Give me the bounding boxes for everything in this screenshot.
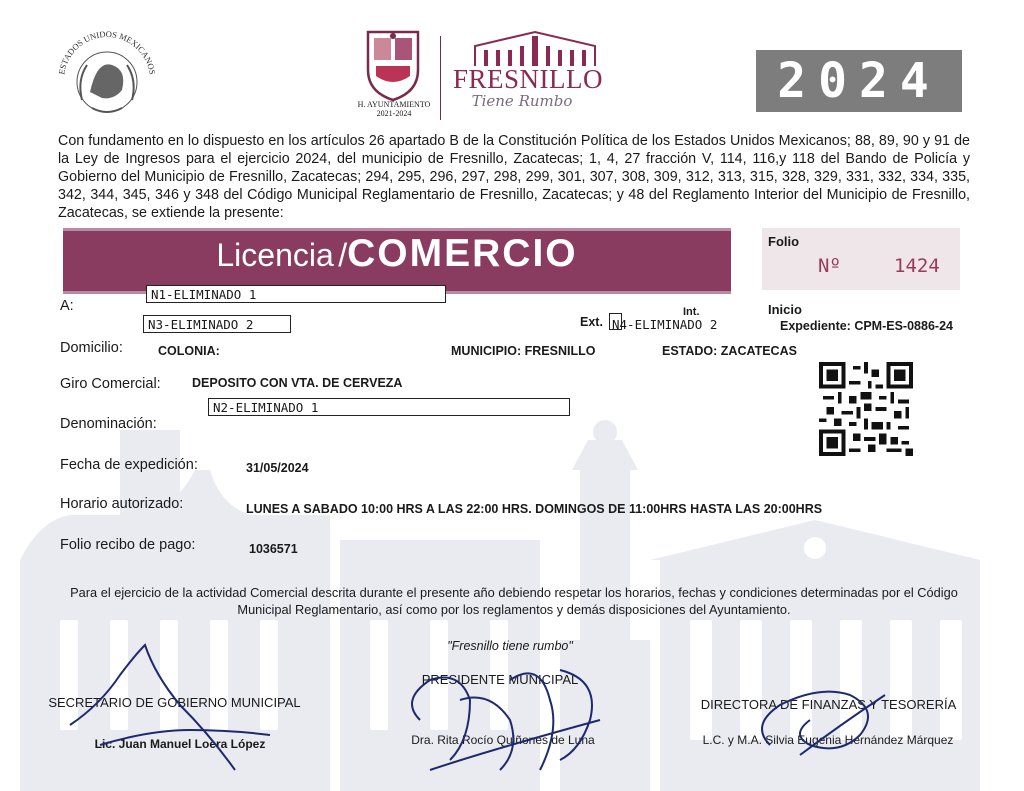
banner-comercio: COMERCIO [347,232,578,275]
fecha-value: 31/05/2024 [246,461,309,475]
signature-title-presidente: PRESIDENTE MUNICIPAL [421,672,579,687]
giro-label: Giro Comercial: [60,376,161,392]
fecha-label: Fecha de expedición: [60,457,198,473]
banner-licencia: Licencia [216,237,334,273]
closing-paragraph: Para el ejercicio de la actividad Comercial descrita durante el presente año debiendo respetar los horarios, fechas y condiciones determinadas por el Código Municipal Reglamentario, así como por los reglamentos y demás disposiciones del Ayuntamiento. [70,585,958,617]
signature-name-presidente: Dra. Rita Rocío Quiñones de Luna [411,733,595,747]
slogan: "Fresnillo tiene rumbo" [447,639,573,653]
folio-recibo-label: Folio recibo de pago: [60,537,196,553]
colonia-label: COLONIA: [158,344,220,358]
signature-title-directora: DIRECTORA DE FINANZAS Y TESORERÍA [700,697,957,712]
folio-number: 1424 [894,255,940,277]
municipal-logo-caption: H. AYUNTAMIENTO 2021-2024 [357,100,431,118]
holder-name-redacted: N1-ELIMINADO 1 [146,285,446,303]
street-redacted: N3-ELIMINADO 2 [143,315,291,333]
signature-presidente-icon [400,640,620,790]
municipio-value: MUNICIPIO: FRESNILLO [451,344,596,358]
license-banner-text [63,232,731,276]
year-badge: 2024 [756,50,962,112]
signature-secretario-icon [60,635,300,775]
giro-value: DEPOSITO CON VTA. DE CERVEZA [192,376,403,390]
a-label: A: [60,298,74,314]
folio-label: Folio [768,234,800,249]
denominacion-label: Denominación: [60,416,157,432]
horario-label: Horario autorizado: [60,496,184,512]
signature-name-secretario: Lic. Juan Manuel Loera López [94,737,266,751]
signature-directora-icon [740,665,900,775]
int-label: Int. [683,306,700,318]
svg-text:ESTADOS UNIDOS MEXICANOS: ESTADOS UNIDOS MEXICANOS [56,28,158,76]
qr-code-icon [819,362,913,456]
banner-slash: / [338,237,348,273]
domicilio-label: Domicilio: [60,340,123,356]
header-divider [440,36,441,120]
brand-title: FRESNILLO [452,64,603,94]
folio-prefix: Nº [818,255,841,277]
legal-basis-paragraph: Con fundamento en lo dispuesto en los artículos 26 apartado B de la Constitución Política de los Estados Unidos Mexicanos; 88, 89, 90 y 91 de la Ley de Ingresos para el ejercicio 2024, del municipio de Fresnillo, Zacatecas; 1, 4, 27 fracción V, 114, 116,y 118 del Bando de Policía y Gobierno del Municipio de Fresnillo, Zacatecas; 294, 295, 296, 297, 298, 299, 301, 307, 308, 309, 312, 313, 315, 328, 329, 331, 332, 334, 335, 342, 344, 345, 346 y 348 del Código Municipal Reglamentario de Fresnillo, Zacatecas; y 48 del Reglamento Interior del Municipio de Fresnillo, Zacatecas, se extiende la presente: [58,133,970,221]
denominacion-redacted: N2-ELIMINADO 1 [208,398,570,416]
national-seal-icon [52,20,162,130]
fresnillo-skyline-icon [470,28,600,68]
folio-recibo-value: 1036571 [249,542,298,556]
ext-redacted: N4-ELIMINADO 2 [612,317,718,332]
horario-value: LUNES A SABADO 10:00 HRS A LAS 22:00 HRS. DOMINGOS DE 11:00HRS HASTA LAS 20:00HRS [246,502,823,516]
ext-label: Ext. [580,315,603,329]
signature-name-directora: L.C. y M.A. Silvia Eugenia Hernández Márquez [702,733,954,747]
signature-title-secretario: SECRETARIO DE GOBIERNO MUNICIPAL [48,695,301,710]
estado-value: ESTADO: ZACATECAS [662,344,797,358]
brand-subtitle: Tiene Rumbo [471,92,573,110]
inicio-label: Inicio [768,302,802,317]
expediente-number: Expediente: CPM-ES-0886-24 [780,319,953,333]
